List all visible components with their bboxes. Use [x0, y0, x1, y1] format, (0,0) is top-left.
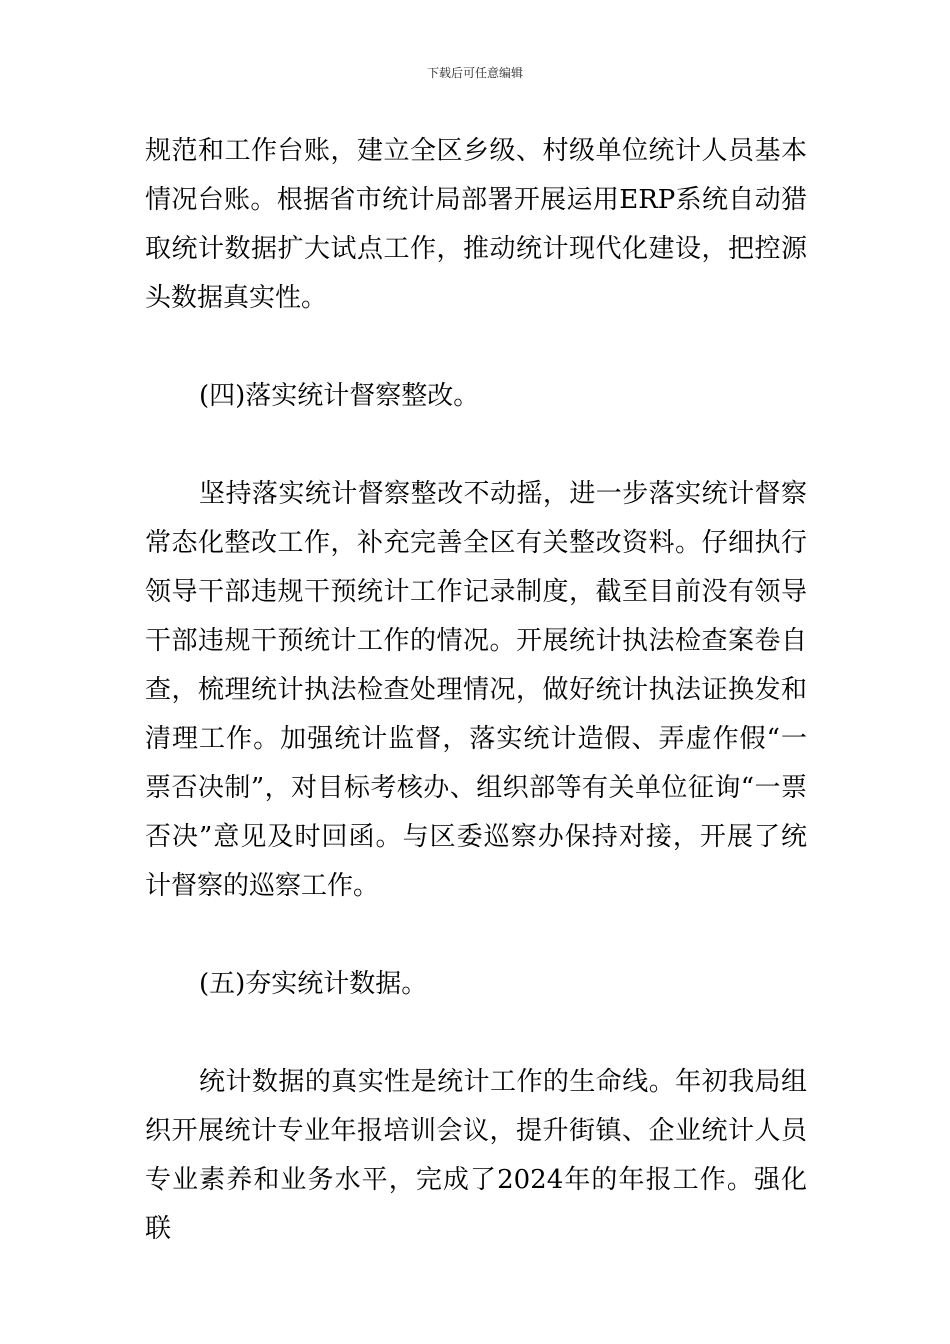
paragraph-spacer [145, 323, 807, 372]
paragraph-spacer [145, 1009, 807, 1058]
paragraph-spacer [145, 421, 807, 470]
page-header-note: 下载后可任意编辑 [426, 66, 523, 80]
paragraph-data-quality: 统计数据的真实性是统计工作的生命线。年初我局组织开展统计专业年报培训会议，提升街镇、企业统计人员专业素养和业务水平，完成了2024年的年报工作。强化联 [145, 1067, 807, 1244]
section-heading-4: (四)落实统计督察整改。 [199, 381, 480, 411]
document-body [145, 127, 807, 1254]
paragraph-continued: 规范和工作台账，建立全区乡级、村级单位统计人员基本情况台账。根据省市统计局部署开展运用ERP系统自动猎取统计数据扩大试点工作，推动统计现代化建设，把控源头数据真实性。 [145, 136, 807, 313]
section-heading-5: (五)夯实统计数据。 [199, 969, 428, 999]
paragraph-inspection: 坚持落实统计督察整改不动摇，进一步落实统计督察常态化整改工作，补充完善全区有关整改资料。仔细执行领导干部违规干预统计工作记录制度，截至目前没有领导干部违规干预统计工作的情况。开展统计执法检查案卷自查，梳理统计执法检查处理情况，做好统计执法证换发和清理工作。加强统计监督，落实统计造假、弄虚作假“一票否决制”，对目标考核办、组织部等有关单位征询“一票否决”意见及时回函。与区委巡察办保持对接，开展了统计督察的巡察工作。 [145, 479, 807, 901]
paragraph-spacer [145, 911, 807, 960]
